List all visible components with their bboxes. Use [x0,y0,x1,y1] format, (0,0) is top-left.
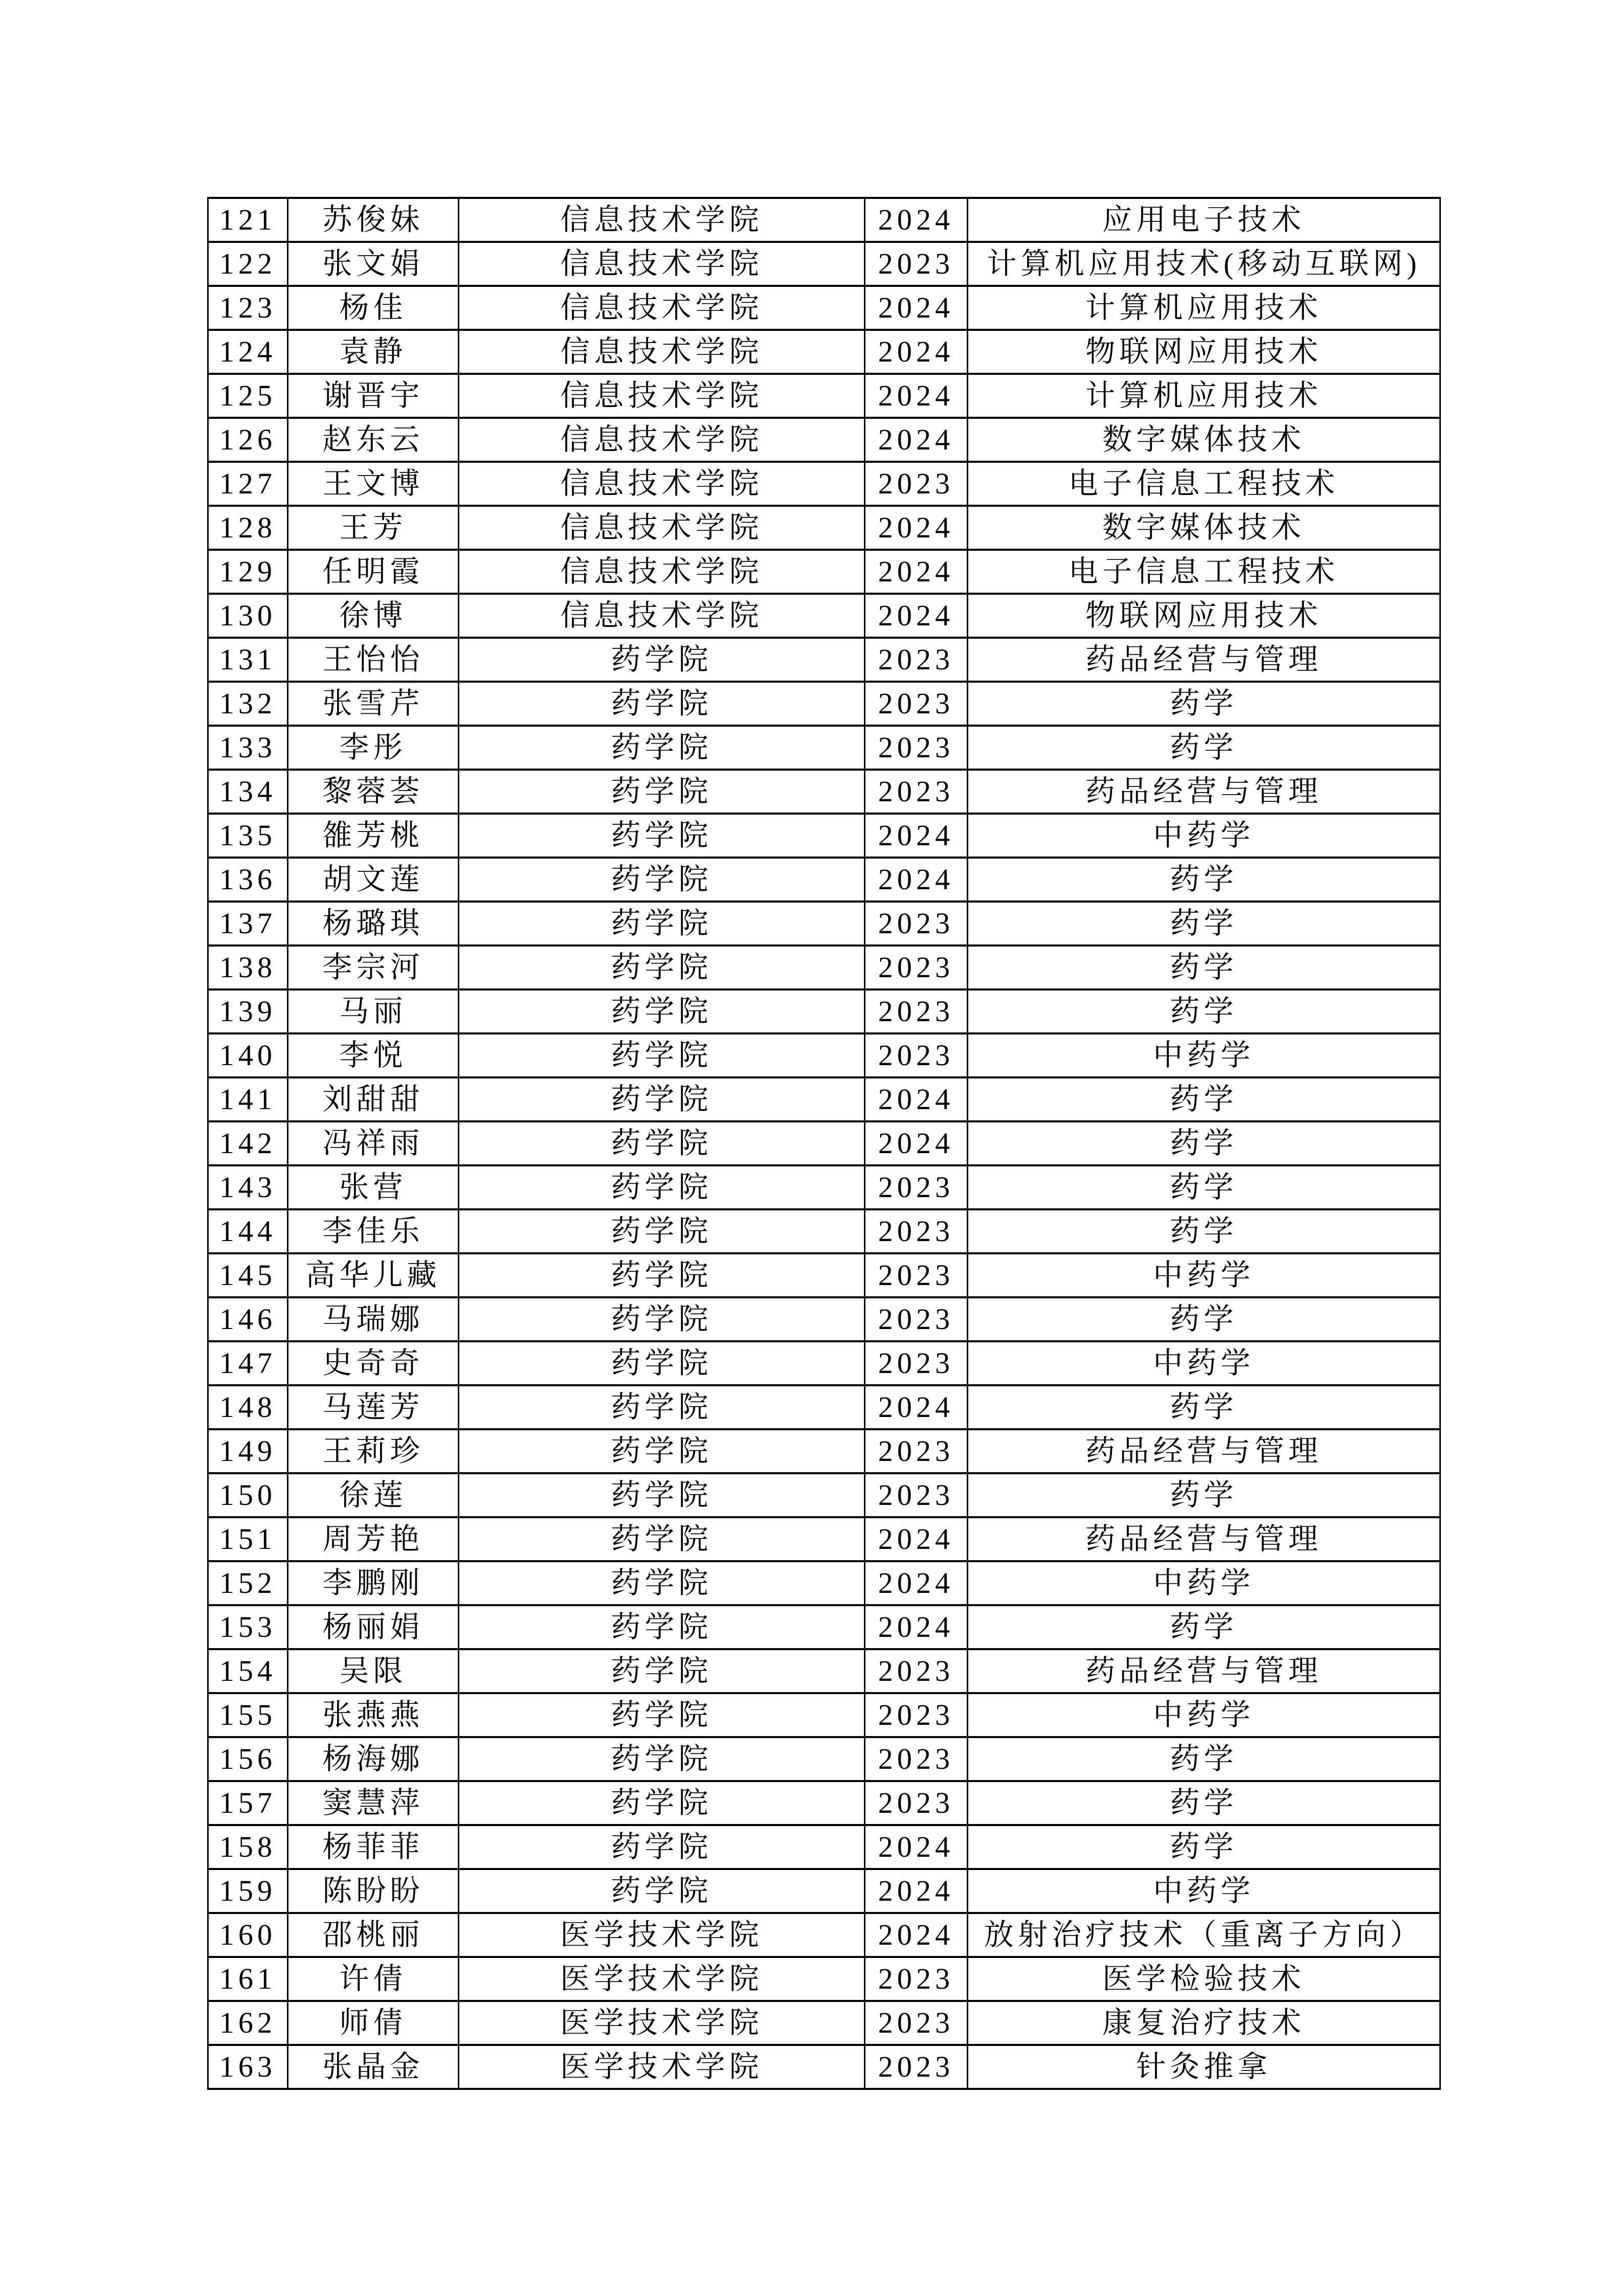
row-number-cell: 142 [208,1121,288,1165]
name-cell: 杨丽娟 [288,1605,459,1649]
roster-body [208,198,1440,2089]
college-cell: 医学技术学院 [459,2001,865,2045]
year-cell: 2024 [865,1605,968,1649]
year-cell: 2023 [865,242,968,286]
major-cell: 中药学 [968,1869,1440,1913]
major-cell: 药品经营与管理 [968,1649,1440,1693]
row-number-cell: 144 [208,1209,288,1253]
name-cell: 马丽 [288,989,459,1033]
name-cell: 张晶金 [288,2045,459,2089]
name-cell: 张雪芹 [288,682,459,726]
name-cell: 张文娟 [288,242,459,286]
college-cell: 药学院 [459,726,865,770]
year-cell: 2023 [865,946,968,989]
name-cell: 袁静 [288,330,459,374]
college-cell: 药学院 [459,1737,865,1781]
name-cell: 王怡怡 [288,638,459,682]
major-cell: 电子信息工程技术 [968,550,1440,594]
college-cell: 信息技术学院 [459,330,865,374]
name-cell: 王芳 [288,506,459,550]
row-number-cell: 129 [208,550,288,594]
name-cell: 李鹏刚 [288,1561,459,1605]
name-cell: 王文博 [288,462,459,506]
major-cell: 药学 [968,726,1440,770]
college-cell: 药学院 [459,858,865,902]
table-row [208,594,1440,638]
table-row [208,946,1440,989]
major-cell: 中药学 [968,1253,1440,1297]
name-cell: 师倩 [288,2001,459,2045]
college-cell: 药学院 [459,1341,865,1385]
name-cell: 周芳艳 [288,1517,459,1561]
table-row [208,1957,1440,2001]
major-cell: 中药学 [968,1561,1440,1605]
row-number-cell: 163 [208,2045,288,2089]
major-cell: 药学 [968,1165,1440,1209]
row-number-cell: 137 [208,902,288,946]
college-cell: 信息技术学院 [459,242,865,286]
college-cell: 药学院 [459,1077,865,1121]
college-cell: 信息技术学院 [459,418,865,462]
name-cell: 谢晋宇 [288,374,459,418]
year-cell: 2023 [865,1297,968,1341]
table-row [208,1385,1440,1429]
year-cell: 2024 [865,330,968,374]
major-cell: 放射治疗技术（重离子方向） [968,1913,1440,1957]
table-row [208,638,1440,682]
table-row [208,1693,1440,1737]
row-number-cell: 145 [208,1253,288,1297]
major-cell: 药品经营与管理 [968,638,1440,682]
major-cell: 药学 [968,1209,1440,1253]
table-row [208,1649,1440,1693]
year-cell: 2023 [865,638,968,682]
student-roster-table [207,197,1441,2090]
college-cell: 药学院 [459,1869,865,1913]
row-number-cell: 125 [208,374,288,418]
row-number-cell: 134 [208,770,288,814]
major-cell: 药学 [968,682,1440,726]
college-cell: 药学院 [459,1693,865,1737]
name-cell: 杨菲菲 [288,1825,459,1869]
name-cell: 雒芳桃 [288,814,459,858]
table-row [208,1737,1440,1781]
row-number-cell: 147 [208,1341,288,1385]
year-cell: 2023 [865,1473,968,1517]
name-cell: 冯祥雨 [288,1121,459,1165]
table-row [208,1341,1440,1385]
college-cell: 信息技术学院 [459,506,865,550]
row-number-cell: 123 [208,286,288,330]
table-row [208,726,1440,770]
college-cell: 药学院 [459,1561,865,1605]
year-cell: 2023 [865,2001,968,2045]
table-row [208,374,1440,418]
name-cell: 苏俊妹 [288,198,459,242]
table-row [208,330,1440,374]
table-row [208,550,1440,594]
year-cell: 2024 [865,1077,968,1121]
college-cell: 药学院 [459,1517,865,1561]
major-cell: 康复治疗技术 [968,2001,1440,2045]
name-cell: 李彤 [288,726,459,770]
table-row [208,2045,1440,2089]
year-cell: 2023 [865,1429,968,1473]
year-cell: 2023 [865,1341,968,1385]
name-cell: 窦慧萍 [288,1781,459,1825]
table-row [208,1473,1440,1517]
table-row [208,506,1440,550]
table-row [208,418,1440,462]
year-cell: 2023 [865,1781,968,1825]
table-row [208,1077,1440,1121]
table-row [208,1781,1440,1825]
college-cell: 药学院 [459,1297,865,1341]
table-row [208,770,1440,814]
college-cell: 信息技术学院 [459,550,865,594]
year-cell: 2024 [865,594,968,638]
major-cell: 应用电子技术 [968,198,1440,242]
row-number-cell: 138 [208,946,288,989]
name-cell: 杨璐琪 [288,902,459,946]
major-cell: 药学 [968,1297,1440,1341]
name-cell: 徐博 [288,594,459,638]
major-cell: 中药学 [968,1033,1440,1077]
major-cell: 计算机应用技术 [968,374,1440,418]
table-row [208,682,1440,726]
name-cell: 黎蓉荟 [288,770,459,814]
name-cell: 史奇奇 [288,1341,459,1385]
table-row [208,1121,1440,1165]
table-row [208,198,1440,242]
year-cell: 2023 [865,462,968,506]
major-cell: 针灸推拿 [968,2045,1440,2089]
table-row [208,1209,1440,1253]
year-cell: 2023 [865,989,968,1033]
row-number-cell: 156 [208,1737,288,1781]
row-number-cell: 124 [208,330,288,374]
major-cell: 医学检验技术 [968,1957,1440,2001]
college-cell: 药学院 [459,1121,865,1165]
year-cell: 2023 [865,726,968,770]
year-cell: 2023 [865,902,968,946]
major-cell: 计算机应用技术 [968,286,1440,330]
college-cell: 信息技术学院 [459,462,865,506]
year-cell: 2024 [865,1825,968,1869]
name-cell: 许倩 [288,1957,459,2001]
name-cell: 胡文莲 [288,858,459,902]
year-cell: 2024 [865,1385,968,1429]
year-cell: 2024 [865,550,968,594]
year-cell: 2023 [865,1649,968,1693]
row-number-cell: 126 [208,418,288,462]
college-cell: 信息技术学院 [459,198,865,242]
name-cell: 李悦 [288,1033,459,1077]
name-cell: 李宗河 [288,946,459,989]
major-cell: 物联网应用技术 [968,330,1440,374]
table-row [208,858,1440,902]
table-row [208,989,1440,1033]
major-cell: 中药学 [968,1693,1440,1737]
row-number-cell: 159 [208,1869,288,1913]
table-row [208,1825,1440,1869]
year-cell: 2024 [865,506,968,550]
row-number-cell: 154 [208,1649,288,1693]
major-cell: 药品经营与管理 [968,1429,1440,1473]
name-cell: 陈盼盼 [288,1869,459,1913]
year-cell: 2023 [865,2045,968,2089]
name-cell: 杨佳 [288,286,459,330]
row-number-cell: 128 [208,506,288,550]
table-row [208,242,1440,286]
major-cell: 药学 [968,902,1440,946]
college-cell: 医学技术学院 [459,1913,865,1957]
row-number-cell: 141 [208,1077,288,1121]
college-cell: 药学院 [459,1781,865,1825]
row-number-cell: 148 [208,1385,288,1429]
row-number-cell: 152 [208,1561,288,1605]
college-cell: 医学技术学院 [459,2045,865,2089]
college-cell: 药学院 [459,989,865,1033]
row-number-cell: 157 [208,1781,288,1825]
table-row [208,1297,1440,1341]
major-cell: 药学 [968,1737,1440,1781]
name-cell: 马瑞娜 [288,1297,459,1341]
year-cell: 2023 [865,1165,968,1209]
year-cell: 2024 [865,286,968,330]
college-cell: 药学院 [459,1605,865,1649]
major-cell: 药学 [968,1385,1440,1429]
major-cell: 药学 [968,1077,1440,1121]
row-number-cell: 161 [208,1957,288,2001]
major-cell: 药学 [968,858,1440,902]
row-number-cell: 131 [208,638,288,682]
year-cell: 2024 [865,1869,968,1913]
year-cell: 2023 [865,1737,968,1781]
name-cell: 刘甜甜 [288,1077,459,1121]
row-number-cell: 151 [208,1517,288,1561]
table-row [208,1605,1440,1649]
major-cell: 物联网应用技术 [968,594,1440,638]
college-cell: 药学院 [459,1165,865,1209]
year-cell: 2024 [865,858,968,902]
name-cell: 李佳乐 [288,1209,459,1253]
name-cell: 高华儿藏 [288,1253,459,1297]
year-cell: 2023 [865,770,968,814]
college-cell: 药学院 [459,1253,865,1297]
table-row [208,814,1440,858]
major-cell: 药品经营与管理 [968,1517,1440,1561]
row-number-cell: 149 [208,1429,288,1473]
college-cell: 信息技术学院 [459,374,865,418]
table-row [208,1165,1440,1209]
year-cell: 2024 [865,1121,968,1165]
table-row [208,286,1440,330]
college-cell: 信息技术学院 [459,594,865,638]
table-row [208,1561,1440,1605]
year-cell: 2024 [865,1561,968,1605]
major-cell: 药学 [968,1121,1440,1165]
college-cell: 药学院 [459,1473,865,1517]
major-cell: 中药学 [968,814,1440,858]
name-cell: 吴限 [288,1649,459,1693]
name-cell: 王莉珍 [288,1429,459,1473]
year-cell: 2024 [865,814,968,858]
college-cell: 药学院 [459,770,865,814]
major-cell: 药学 [968,989,1440,1033]
major-cell: 中药学 [968,1341,1440,1385]
row-number-cell: 139 [208,989,288,1033]
row-number-cell: 122 [208,242,288,286]
major-cell: 数字媒体技术 [968,418,1440,462]
row-number-cell: 121 [208,198,288,242]
college-cell: 药学院 [459,1825,865,1869]
table-row [208,462,1440,506]
table-row [208,1869,1440,1913]
college-cell: 药学院 [459,902,865,946]
row-number-cell: 143 [208,1165,288,1209]
major-cell: 电子信息工程技术 [968,462,1440,506]
college-cell: 药学院 [459,682,865,726]
table-row [208,1033,1440,1077]
row-number-cell: 162 [208,2001,288,2045]
name-cell: 邵桃丽 [288,1913,459,1957]
row-number-cell: 158 [208,1825,288,1869]
year-cell: 2023 [865,1033,968,1077]
row-number-cell: 153 [208,1605,288,1649]
name-cell: 徐莲 [288,1473,459,1517]
table-row [208,1429,1440,1473]
name-cell: 马莲芳 [288,1385,459,1429]
year-cell: 2024 [865,418,968,462]
row-number-cell: 160 [208,1913,288,1957]
year-cell: 2023 [865,1209,968,1253]
year-cell: 2024 [865,1913,968,1957]
name-cell: 张燕燕 [288,1693,459,1737]
college-cell: 信息技术学院 [459,286,865,330]
year-cell: 2024 [865,1517,968,1561]
year-cell: 2024 [865,198,968,242]
major-cell: 计算机应用技术(移动互联网) [968,242,1440,286]
table-row [208,1253,1440,1297]
year-cell: 2023 [865,1253,968,1297]
row-number-cell: 146 [208,1297,288,1341]
major-cell: 数字媒体技术 [968,506,1440,550]
name-cell: 任明霞 [288,550,459,594]
college-cell: 药学院 [459,814,865,858]
row-number-cell: 127 [208,462,288,506]
row-number-cell: 135 [208,814,288,858]
name-cell: 张营 [288,1165,459,1209]
year-cell: 2023 [865,1957,968,2001]
row-number-cell: 140 [208,1033,288,1077]
major-cell: 药学 [968,1473,1440,1517]
row-number-cell: 133 [208,726,288,770]
table-row [208,2001,1440,2045]
table-row [208,1913,1440,1957]
major-cell: 药品经营与管理 [968,770,1440,814]
college-cell: 药学院 [459,1429,865,1473]
college-cell: 医学技术学院 [459,1957,865,2001]
college-cell: 药学院 [459,638,865,682]
row-number-cell: 150 [208,1473,288,1517]
row-number-cell: 132 [208,682,288,726]
major-cell: 药学 [968,1781,1440,1825]
major-cell: 药学 [968,1605,1440,1649]
year-cell: 2024 [865,374,968,418]
year-cell: 2023 [865,1693,968,1737]
year-cell: 2023 [865,682,968,726]
row-number-cell: 155 [208,1693,288,1737]
major-cell: 药学 [968,946,1440,989]
row-number-cell: 130 [208,594,288,638]
table-row [208,902,1440,946]
college-cell: 药学院 [459,946,865,989]
college-cell: 药学院 [459,1209,865,1253]
major-cell: 药学 [968,1825,1440,1869]
row-number-cell: 136 [208,858,288,902]
college-cell: 药学院 [459,1385,865,1429]
table-row [208,1517,1440,1561]
college-cell: 药学院 [459,1649,865,1693]
college-cell: 药学院 [459,1033,865,1077]
name-cell: 赵东云 [288,418,459,462]
name-cell: 杨海娜 [288,1737,459,1781]
